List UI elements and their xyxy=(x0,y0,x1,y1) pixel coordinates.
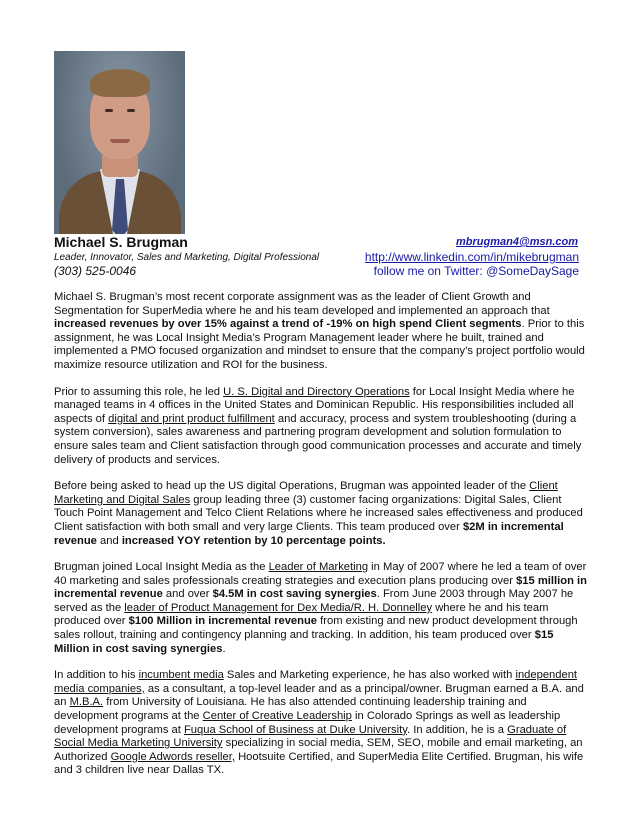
phone-number: (303) 525-0046 xyxy=(54,264,137,278)
bio-body xyxy=(54,291,590,791)
bio-paragraph-4: Brugman joined Local Insight Media as the Leader of Marketing in May of 2007 where he led a team of over 40 marketing and sales professionals creating strategies and execution plans producing over $15 million in incremental revenue and over $4.5M in cost saving synergies. From June 2003 through May 2007 he served as the leader of Product Management for Dex Media/R. H. Donnelley where he and his team produced over $100 Million in incremental revenue from existing and new product development through sales rollout, training and contingency planning and tracking. In addition, his team produced over $15 Million in cost saving synergies. xyxy=(54,561,587,655)
bio-paragraph-2: Prior to assuming this role, he led U. S. Digital and Directory Operations for Local Insight Media where he managed teams in 4 offices in the United States and Dominican Republic. His responsibilities included all aspects of digital and print product fulfillment and accuracy, process and system troubleshooting (during a system conversion), sales awareness and partnering program development and solution formulation to ensure sales team and Client satisfaction through good communication processes and accurate and timely delivery of products and services. xyxy=(54,385,582,466)
bio-paragraph-5: In addition to his incumbent media Sales and Marketing experience, he has also worked with independent media companies, as a consultant, a top-level leader and as a principal/owner. Brugman earned a B.A. and an M.B.A. from University of Louisiana. He has also attended continuing leadership training and development programs at the Center of Creative Leadership in Colorado Springs as well as leadership development programs at Fuqua School of Business at Duke University. In addition, he is a Graduate of Social Media Marketing University specializing in social media, SEM, SEO, mobile and email marketing, an Authorized Google Adwords reseller, Hootsuite Certified, and SuperMedia Elite Certified. Brugman, his wife and 3 children live near Dallas TX. xyxy=(54,669,584,777)
email-link[interactable]: mbrugman4@msn.com xyxy=(456,236,578,248)
person-name: Michael S. Brugman xyxy=(54,234,188,250)
tagline: Leader, Innovator, Sales and Marketing, Digital Professional xyxy=(54,252,320,263)
bio-paragraph-3: Before being asked to head up the US digital Operations, Brugman was appointed leader of the Client Marketing and Digital Sales group leading three (3) customer facing organizations: Digital Sales, Client Touch Point Management and Telco Client Relations where he increased sales effectiveness and produced Client satisfaction with both small and very large Clients. This team produced over $2M in incremental revenue and increased YOY retention by 10 percentage points. xyxy=(54,480,583,547)
twitter-handle: follow me on Twitter: @SomeDaySage xyxy=(373,264,579,278)
bio-paragraph-1: Michael S. Brugman’s most recent corporate assignment was as the leader of Client Growth and Segmentation for SuperMedia where he and his team developed and implemented an approach that increased revenues by over 15% against a trend of -19% on high spend Client segments. Prior to this assignment, he was Local Insight Media’s Program Management leader where he built, trained and implemented a PMO focused organization and mindset to ensure that the company’s project portfolio would maximize resource utilization and ROI for the business. xyxy=(54,291,585,371)
profile-photo xyxy=(54,51,185,234)
linkedin-link[interactable]: http://www.linkedin.com/in/mikebrugman xyxy=(364,250,579,264)
